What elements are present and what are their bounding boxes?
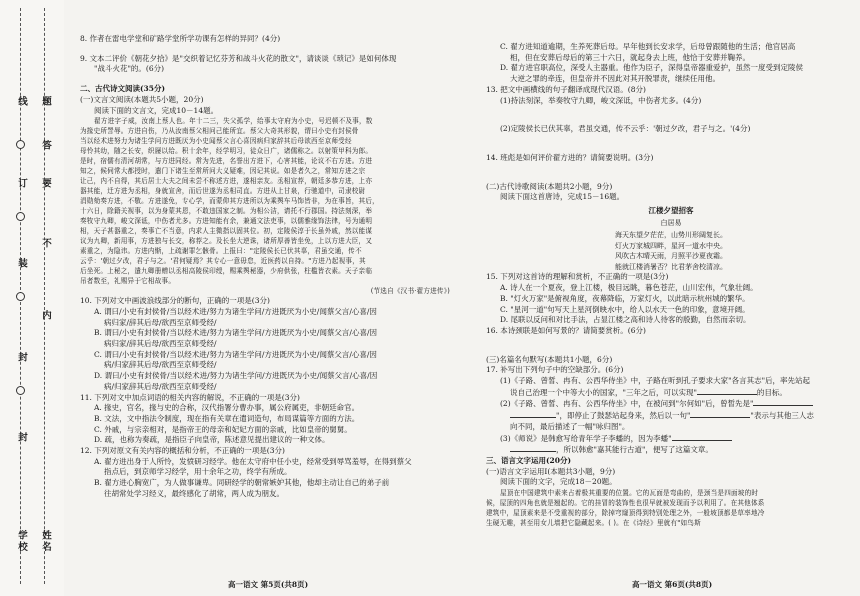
question-15-option-b: B. "灯火万家"是俯视角度，夜幕降临，万家灯火，以此暗示杭州城的繁华。 [500,293,750,303]
question-10-option-c: C. 谓曰/小史有封侯骨/当以经术进/努力为诸生学问/方进既厌为小史/闻蔡父言/心喜/因 [94,349,377,359]
passage-line: 为掾史所詈辱。方进自伤，乃从汝南蔡父相问己能所宜。蔡父大奇其形貌，谓曰小史有封侯骨 [80,127,359,136]
passage-line: 知之，候伺常大都授时，遣门下诸生至常所问大义疑难，因记其说。如是者久之，常知方进之宗 [80,167,366,176]
passage-line: 母怜其幼，随之长安，织屦以给。积十余年，经学明习，徒众日广，诸儒称之。以射策甲科为郎。 [80,147,373,156]
question-17-part-2-end: 向不同，最后描述了一幅"咏归图"。 [510,421,630,431]
question-9: 9. 文本二评价《朝花夕拾》是"交织着记忆芬芳和战斗火花的散文"，请谈谈《琐记》是如何体现 [80,53,397,63]
answer-blank[interactable] [510,444,556,452]
passage-line: 十六日，除籍关视事，以为身蒙其恩，不敢违国家之制。为相公洁，请托不行郡国。持法刻深，举 [80,207,373,216]
question-12-option-d: D. 翟方进官职高位，深受人主器重。他作为臣子，深得皇帝器重爱护，虽然一度受到定陵侯 [500,63,804,73]
question-9-cont: "战斗火花"的。(6分) [94,64,165,74]
bind-label: 装 [16,258,27,270]
inner-label: 内 [40,310,51,322]
passage-line: 素重之，为隐讳。方进内惭，上疏谢罪乞骸骨。上报曰："定陵侯长已伏其辜，君虽交通，传不 [80,247,362,256]
question-17: 17. 补写出下列句子中的空缺部分。(6分) [486,365,624,375]
page-5-footer: 高一语文 第5页(共8页) [228,580,309,589]
binding-circle [16,140,25,149]
question-12: 12. 下列对原文有关内容的概括和分析，不正确的一项是(3分) [80,446,285,456]
question-17-part-2-cont: "，即停止了鼓瑟站起身来，然后以一句" [556,411,691,421]
answer-blank[interactable] [510,410,556,418]
question-17-part-1: (1)《子路、曾皙、冉有、公西华侍坐》中，子路在听到孔子要求大家"各言其志"后，率先站起 [500,376,811,386]
question-15-option-d: D. 尾联以反问和对比手法，占显江楼之高和诗人待客的殷勤，自然而亲切。 [500,315,751,325]
passage-line: 翟方进字子威，汝南上蔡人也。年十二三，失父孤学，给事太守府为小史，号迟顿不及事，数 [94,117,373,126]
passage-line: 奏牧守九卿，峻文深诋，中伤者尤多。方进知能有余，兼通文法吏事，以儒雅缘饰法律，号为通明 [80,217,373,226]
question-10-option-d-cont: 病/归家辞其后母/欲西至京师受经/ [104,381,217,391]
question-12-option-a: A. 翟方进出身于人所怜，发愤研习经学。他在太守府中任小史，经常受到辱骂羞辱，在得到蔡父 [94,456,412,466]
passage-line: 云乎：'朝过夕改，君子与之。'君何疑焉？其专心一意毋怠，近医药以自持。"方进乃起视事，其 [80,257,366,266]
passage-line: 让己，内不自得，其后居士大夫之间未尝不称述方进，遂相亲友。丞相宣荐，朝廷多恭方进，上亦 [80,177,373,186]
page-6-footer: 高一语文 第6页(共8页) [632,580,713,589]
question-12-option-a-cont: 指点后，到京师学习经学，用十余年之功，终学有所成。 [104,467,292,477]
question-10-option-b-cont: 病归家/辞其后母/欲西至京师受经/ [104,339,217,349]
classical-passage [80,116,450,296]
question-11-option-a: A. 掾史，官名，掾与史的合称，汉代指署分曹办事，属公府属吏，非朝廷命官。 [94,403,360,413]
reading-line: 建筑中，屋顶素来是不受重视的部分，除掉穹窿顶得到特别处理之外，一般坡顶都是草率地冷 [486,509,765,518]
binding-circle [16,386,25,395]
passage-line: 议为九卿，新用事，方进独与长交，称荐之。及长坐大逆诛，诸所厚善皆坐免，上以方进大臣，又 [80,237,373,246]
seal-label: 封 [16,352,27,364]
question-8: 8. 作者在雷电学堂和矿路学堂所学功课有怎样的异同？(4分) [80,34,281,43]
subsection-4-heading: (一)语言文字运用Ⅰ(本题共3小题，9分) [486,466,616,476]
question-10: 10. 下列对文中画波浪线部分的断句，正确的一项是(3分) [80,296,270,306]
poem [486,206,856,272]
page-5-column [80,34,450,500]
question-12-option-b-cont: 往胡常处学习经义，最终感化了胡常，两人成为朋友。 [104,488,284,498]
reading-line: 屋顶在中国建筑中素来占着极其重要的位置。它的瓦面是弯曲的，是颈当是四面坡的时 [500,489,759,498]
passage-line: 吊者数至，礼赐异于它相故事。 [80,277,176,286]
question-17-part-2: (2)《子路、曾皙、冉有、公西华侍坐》中，在被问到"尔何如"后，曾皙先是" [500,399,754,409]
question-11-option-b: B. 文法，文中指法令制度，现在指有关章在遣词造句，布局谋篇等方面的方法。 [94,413,360,423]
inner-label: 题 [40,96,51,108]
answer-blank[interactable] [672,433,732,441]
page-6-column [486,42,856,528]
question-17-part-3: (3)《师说》是韩愈写给青年学子李蟠的，因为李蟠" [500,433,672,443]
question-16: 16. 本诗颈联是如何写景的？请简要赏析。(6分) [486,325,646,335]
question-12-option-c: C. 翟方进知道逾期，生养死葬后母。早年他到长安求学，后母曾跟随他的生活；他官居高 [500,42,796,51]
binding-circle [16,292,25,301]
name-label: 姓名 [40,530,51,553]
question-15: 15. 下列对这首诗的理解和赏析，不正确的一项是(3分) [486,272,669,282]
question-17-part-1-end: 的目标。 [756,387,787,397]
passage-line: 相，天子甚器重之，奏事亡不当意，内求人主微指以固其位。初，定陵侯淳于长虽外戚，然以能谋 [80,227,373,236]
staple-label: 订 [16,178,27,190]
section-3-heading: 三、语言文字运用(20分) [486,455,572,465]
subsection-4-instruction: 阅读下面的文字，完成18－20题。 [500,477,617,487]
passage-line: 涓勋劾奏方进，不敬。方进遂免，专心学，而蒙仰其方进所以为乘舆车马饰皆非，为在事旨，其后， [80,197,379,206]
subsection-1-heading: (一)文言文阅读(本题共5小题，20分) [80,94,204,104]
subsection-3-heading: (三)名篇名句默写(本题共1小题，6分) [486,354,613,364]
question-11-option-d: D. 疏，也称为奏疏，是指臣子向皇帝，陈述意见提出建议的一种文体。 [94,435,330,445]
question-14: 14. 班彪是如何评价翟方进的？请简要说明。(3分) [486,152,654,162]
question-13-part-2: (2)定陵侯长已伏其辜，君虽交通，传不云乎：'朝过夕改，君子与之。'(4分) [500,124,751,134]
passage-line: 后坐死。上秘之，遣九卿册赠以丞相高陵侯印绶，赐乘舆秘器，少府供张，柱槛皆衣素。天子亲临 [80,267,373,276]
question-17-part-2-tail: "表示与其他三人志 [750,411,814,421]
cut-line-inner [44,8,45,584]
question-12-option-b: B. 翟方进心胸宽广，为人做事谦卑。同研经学的朝常嫉妒其他，他却主动让自己的弟子前 [94,478,390,488]
subsection-2-heading: (二)古代诗歌阅读(本题共2小题，9分) [486,181,613,191]
question-12-option-d-cont: 大逆之罪的牵连，但皇帝并不因此对其开脱罪责，继续任用他。 [510,74,720,84]
inner-label: 要 [40,178,51,190]
poem-line: 能就江楼消暑否？比君茅舍校清凉。 [615,262,727,271]
line-label: 线 [16,96,27,108]
question-10-option-a-cont: 病归家/辞其后母/欲西至京师受经/ [104,317,217,327]
poem-title: 江楼夕望招客 [648,206,694,216]
answer-blank[interactable] [753,398,813,406]
binding-circle [16,212,25,221]
passage-line: 当以经术进努力为诸生学问方进既厌为小史闻蔡父言心喜因病归家辞其后母欲西至京师受经 [80,137,352,146]
passage-source: (节选自《汉书·翟方进传》) [370,287,450,296]
question-17-part-1-cont: 说自己治理一个中等大小的国家，"三年之后，可以实现" [510,387,697,397]
question-11-option-c: C. 外戚，与宗亲相对，是指帝王的母亲和妃妃方面的亲戚，比如皇帝的舅舅。 [94,424,352,434]
school-label: 学校 [16,530,27,553]
question-15-option-a: A. 诗人在一个夏夜，登上江楼，极目远眺，暮色苍茫，山川宏伟，气象壮阔。 [500,283,758,293]
binding-margin [0,0,64,596]
inner-label: 不 [40,238,51,250]
inner-label: 答 [40,140,51,152]
seal-label: 封 [16,432,27,444]
reading-line: 候，屋顶的四角也就是翘起的。它的挂冒的装饰性也很早就被发现而予以利用了。在其他体系 [486,499,765,508]
poem-line: 灯火万家城四畔，星河一道水中央。 [615,241,727,250]
question-10-option-c-cont: 病/归家辞其后母/欲西至京师受经/ [104,360,217,370]
answer-blank[interactable] [697,387,757,395]
passage-line: 器其能，迁方进为丞相，身就宣舍，而后世遂为丞相司直。方进从上甘泉，行驰道中，司隶校尉 [80,187,366,196]
section-2-heading: 二、古代诗文阅读(35分) [80,84,166,94]
poem-author: 白居易 [660,218,682,227]
question-13: 13. 把文中画横线的句子翻译成现代汉语。(8分) [486,84,646,94]
reading-line: 生硬无趣，甚至用女儿墙把它隐藏起来。( )。在《诗经》里就有"如鸟斯 [486,519,701,528]
passage-line: 是时，宿儒有清河胡常，与方进同经。常为先进，名誉出方进下，心害其能，论议不右方进。方进 [80,157,373,166]
subsection-1-instruction: 阅读下面的文言文，完成10－14题。 [94,105,219,115]
answer-blank[interactable] [690,410,750,418]
poem-line: 风吹古木晴天雨，月照平沙夏夜霜。 [615,252,727,261]
question-13-part-1: (1)持法刻深，举奏牧守九卿，峻文深诋，中伤者尤多。(4分) [500,95,702,105]
question-15-option-c: C. "星河一道"句写天上星河倒映水中，给人以水天一色的印象，意境开阔。 [500,304,750,314]
question-12-option-c-cont: 相，但在安葬后母后的第三十六日，就起身去上班，他恰于安葬并鞠养。 [510,52,750,62]
question-10-option-a: A. 谓曰/小史有封侯骨/当以经术进/努力为诸生学问/方进既厌为小史/闻蔡父言/心喜/因 [94,306,377,316]
poem-line: 海天东望夕茫茫，山势川形阔复长。 [615,231,727,240]
question-10-option-b: B. 谓曰/小史有封侯骨/当以经术进/努力为诸生学问/方进既厌为小史/闻蔡父言/心喜/因 [94,328,377,338]
question-11: 11. 下列对文中加点词语的相关内容的解说，不正确的一项是(3分) [80,392,300,402]
subsection-2-instruction: 阅读下面这首唐诗，完成15－16题。 [500,192,625,202]
question-17-part-3-cont: ，所以韩愈"嘉其能行古道"，便写了这篇文章。 [556,445,713,455]
question-10-option-d: D. 谓曰/小史有封侯骨/当以经术进/努力为诸生学问/方进既厌为小史/闻蔡父言/心喜/因 [94,371,378,381]
